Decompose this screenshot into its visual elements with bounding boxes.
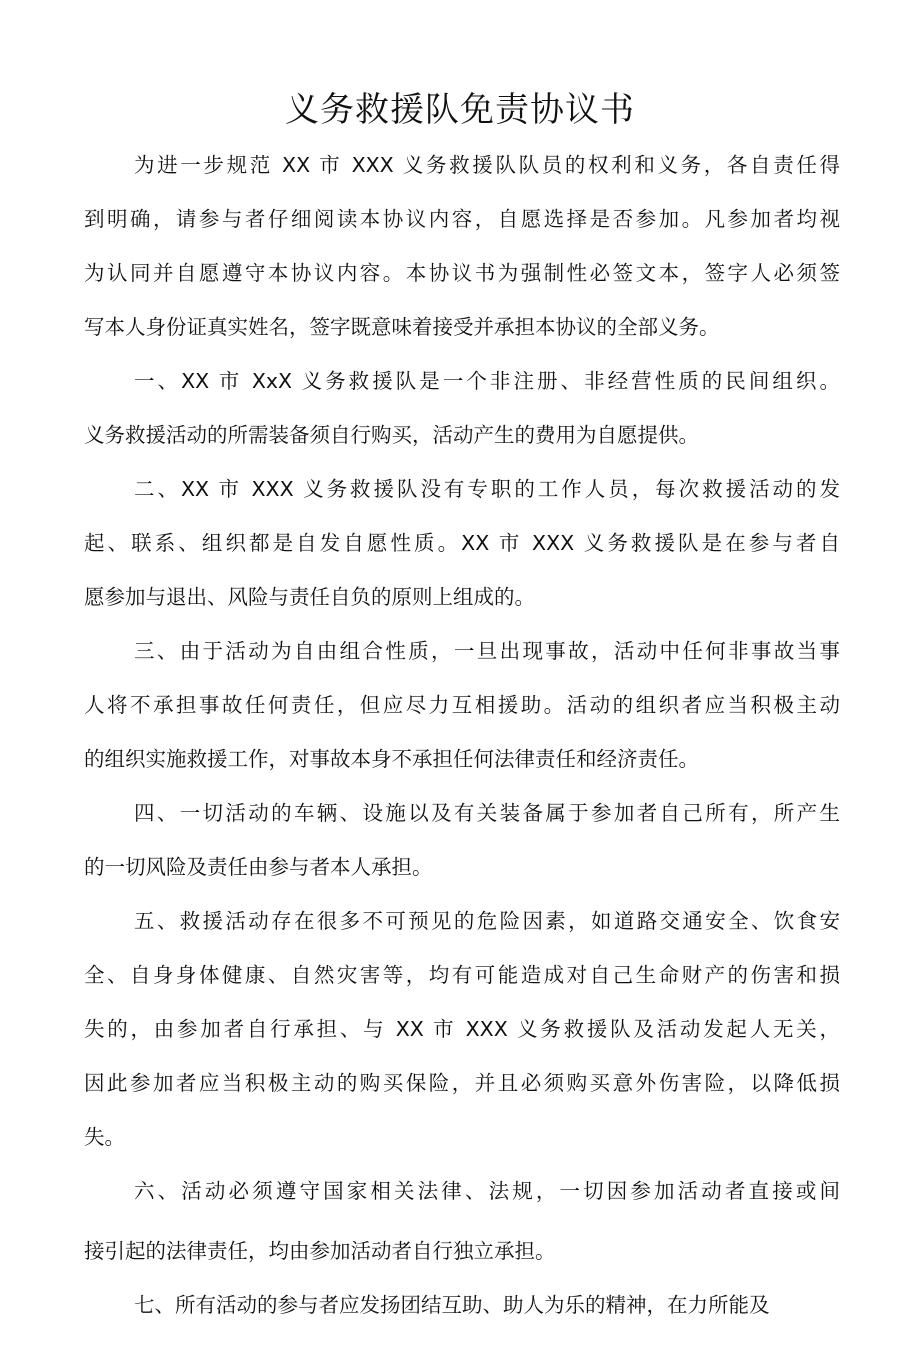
paragraph-line: 的一切风险及责任由参与者本人承担。: [84, 855, 433, 879]
paragraph-line: 起、联系、组织都是自发自愿性质。XX 市 XXX 义务救援队是在参与者自: [84, 531, 840, 555]
paragraph-line: 全、自身身体健康、自然灾害等，均有可能造成对自己生命财产的伤害和损: [84, 963, 840, 987]
paragraph: [84, 462, 840, 624]
paragraph: [84, 1278, 840, 1332]
paragraph-line: 义务救援活动的所需装备须自行购买，活动产生的费用为自愿提供。: [84, 423, 699, 447]
document-body: [84, 138, 840, 1332]
paragraph-line: 因此参加者应当积极主动的购买保险，并且必须购买意外伤害险，以降低损: [84, 1071, 840, 1095]
paragraph-line: 一、XX 市 XxX 义务救援队是一个非注册、非经营性质的民间组织。: [134, 369, 840, 393]
paragraph: [84, 786, 840, 894]
paragraph-line: 到明确，请参与者仔细阅读本协议内容，自愿选择是否参加。凡参加者均视: [84, 207, 840, 231]
paragraph-line: 二、XX 市 XXX 义务救援队没有专职的工作人员，每次救援活动的发: [134, 477, 840, 501]
paragraph-line: 失的，由参加者自行承担、与 XX 市 XXX 义务救援队及活动发起人无关，: [84, 1017, 840, 1041]
paragraph: [84, 1164, 840, 1278]
paragraph-line: 五、救援活动存在很多不可预见的危险因素，如道路交通安全、饮食安: [134, 909, 840, 933]
paragraph-line: 为认同并自愿遵守本协议内容。本协议书为强制性必签文本，签字人必须签: [84, 261, 840, 285]
paragraph-line: 六、活动必须遵守国家相关法律、法规，一切因参加活动者直接或间: [134, 1179, 840, 1203]
document-title: 义务救援队免责协议书: [285, 90, 635, 130]
paragraph: [84, 354, 840, 462]
paragraph-line: 愿参加与退出、风险与责任自负的原则上组成的。: [84, 585, 535, 609]
paragraph-line: 失。: [84, 1125, 125, 1149]
paragraph-line: 人将不承担事故任何责任，但应尽力互相援助。活动的组织者应当积极主动: [84, 693, 840, 717]
paragraph-line: 三、由于活动为自由组合性质，一旦出现事故，活动中任何非事故当事: [134, 639, 840, 663]
paragraph-line: 写本人身份证真实姓名，签字既意味着接受并承担本协议的全部义务。: [84, 315, 720, 339]
paragraph-line: 接引起的法律责任，均由参加活动者自行独立承担。: [84, 1239, 556, 1263]
paragraph-line: 七、所有活动的参与者应发扬团结互助、助人为乐的精神，在力所能及: [134, 1293, 770, 1317]
paragraph: [84, 138, 840, 354]
paragraph: [84, 894, 840, 1164]
paragraph-line: 为进一步规范 XX 市 XXX 义务救援队队员的权利和义务，各自责任得: [134, 153, 840, 177]
paragraph-line: 四、一切活动的车辆、设施以及有关装备属于参加者自己所有，所产生: [134, 801, 840, 825]
paragraph-line: 的组织实施救援工作，对事故本身不承担任何法律责任和经济责任。: [84, 747, 699, 771]
paragraph: [84, 624, 840, 786]
